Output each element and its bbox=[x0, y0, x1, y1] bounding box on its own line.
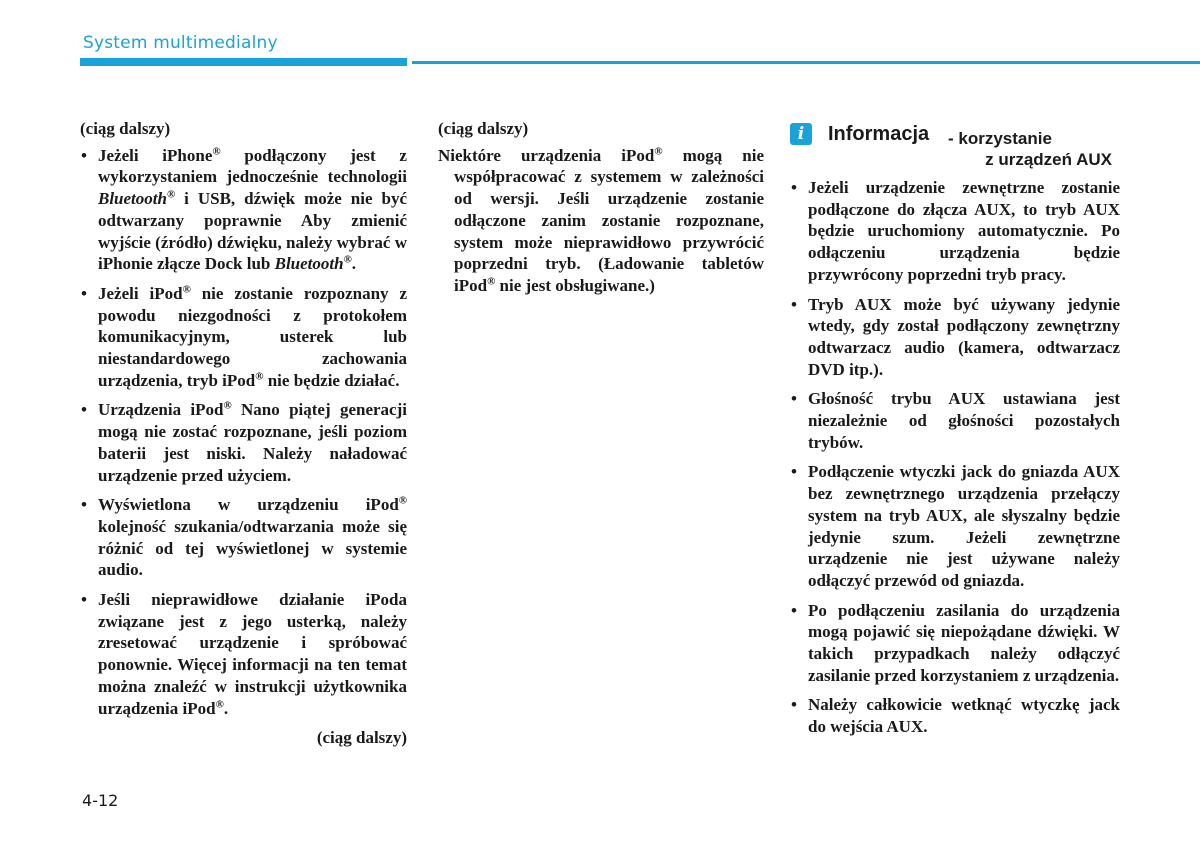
text-segment: mogą nie współpracować z systemem w zależności od wersji. Jeśli urządzenie zostanie odłączone zanim zostanie rozpoznane, system może nieprawidłowo przywrócić poprzedni tryb. (Ładowanie tabletów iPod bbox=[454, 145, 765, 295]
header-rule-thin bbox=[412, 61, 1200, 64]
registered-mark: ® bbox=[343, 253, 352, 266]
section-title: System multimedialny bbox=[83, 33, 278, 53]
text-segment: Jeżeli iPod bbox=[98, 283, 183, 303]
text-segment: Nano piątej generacji mogą nie zostać rozpoznane, jeśli poziom baterii jest niski. Należy naładować urządzenie przed użyciem. bbox=[98, 400, 407, 485]
text-segment: Niektóre urządzenia iPod bbox=[438, 145, 655, 165]
text-segment: . bbox=[223, 698, 229, 718]
info-subtitle-line1: - korzystanie bbox=[948, 129, 1052, 148]
text-segment: Urządzenia iPod bbox=[98, 400, 224, 420]
text-segment: Jeżeli iPhone bbox=[98, 145, 213, 165]
bullet-list bbox=[80, 145, 407, 720]
text-segment-italic: Bluetooth bbox=[274, 254, 344, 274]
info-box bbox=[790, 123, 1120, 746]
column-1 bbox=[80, 118, 407, 749]
info-heading bbox=[790, 123, 1120, 169]
text-segment: kolejność szukania/odtwarzania może się różnić od tej wyświetlonej w systemie audio. bbox=[98, 516, 407, 580]
continued-label-top: (ciąg dalszy) bbox=[80, 119, 171, 138]
info-title: Informacja bbox=[828, 123, 930, 145]
registered-mark: ® bbox=[398, 494, 407, 507]
text-segment: . bbox=[351, 254, 357, 274]
info-subtitle-line2: z urządzeń AUX bbox=[985, 150, 1112, 169]
registered-mark: ® bbox=[215, 697, 224, 710]
text-segment: nie jest obsługiwane.) bbox=[495, 275, 655, 295]
registered-mark: ® bbox=[182, 283, 191, 296]
registered-mark: ® bbox=[166, 188, 176, 201]
text-segment: Jeśli nieprawidłowe działanie iPoda związane jest z jego usterką, należy zresetować urządzenie i spróbować ponownie. Więcej informacji na ten temat można znaleźć w instrukcji użytkownika urządzenia iPod bbox=[98, 590, 407, 718]
text-segment-italic: Bluetooth bbox=[98, 189, 167, 209]
list-item bbox=[80, 399, 407, 486]
text-segment: nie zostanie rozpoznany z powodu niezgodności z protokołem komunikacyjnym, usterek lub niestandardowego zachowania urządzenia, tryb iPod bbox=[98, 283, 407, 390]
text-segment: i USB, dźwięk może nie być odtwarzany poprawnie Aby zmienić wyjście (źródło) dźwięku, należy wybrać w iPhonie złącze Dock lub bbox=[98, 189, 407, 274]
list-item: • Podłączenie wtyczki jack do gniazda AUX bez zewnętrznego urządzenia przełączy system na tryb AUX, ale słyszalny będzie jedynie szum. Jeżeli zewnętrzne urządzenie nie jest używane należy odłączyć przewód od gniazda. bbox=[790, 461, 1120, 591]
list-item bbox=[80, 494, 407, 581]
continued-label-top: (ciąg dalszy) bbox=[438, 119, 529, 138]
text-segment: Wyświetlona w urządzeniu iPod bbox=[98, 495, 399, 515]
list-item: • Należy całkowicie wetknąć wtyczkę jack do wejścia AUX. bbox=[790, 694, 1120, 737]
registered-mark: ® bbox=[487, 275, 496, 288]
list-item: • Głośność trybu AUX ustawiana jest niezależnie od głośności pozostałych trybów. bbox=[790, 388, 1120, 453]
text-segment: nie będzie działać. bbox=[263, 370, 400, 390]
registered-mark: ® bbox=[654, 145, 663, 158]
list-item bbox=[80, 589, 407, 719]
continued-label-bottom: (ciąg dalszy) bbox=[316, 728, 407, 748]
list-item: • Po podłączeniu zasilania do urządzenia mogą pojawić się niepożądane dźwięki. W takich przypadkach należy odłączyć zasilanie przed korzystaniem z urządzenia. bbox=[790, 600, 1120, 687]
registered-mark: ® bbox=[212, 145, 221, 158]
page-number: 4-12 bbox=[82, 791, 119, 810]
column-2 bbox=[438, 118, 764, 297]
bullet-list bbox=[790, 177, 1120, 738]
registered-mark: ® bbox=[255, 370, 264, 383]
text-segment: podłączony jest z wykorzystaniem jednocześnie technologii bbox=[98, 145, 407, 187]
list-item: • Tryb AUX może być używany jedynie wtedy, gdy został podłączony zewnętrzny odtwarzacz audio (kamera, odtwarzacz DVD itp.). bbox=[790, 294, 1120, 381]
paragraph bbox=[438, 145, 764, 297]
list-item bbox=[80, 283, 407, 392]
info-icon: i bbox=[790, 123, 812, 145]
header-rule-thick bbox=[80, 58, 407, 66]
list-item: • Jeżeli urządzenie zewnętrzne zostanie podłączone do złącza AUX, to tryb AUX będzie uruchomiony automatycznie. Po odłączeniu urządzenia będzie przywrócony poprzedni tryb pracy. bbox=[790, 177, 1120, 286]
list-item bbox=[80, 145, 407, 275]
registered-mark: ® bbox=[223, 399, 232, 412]
